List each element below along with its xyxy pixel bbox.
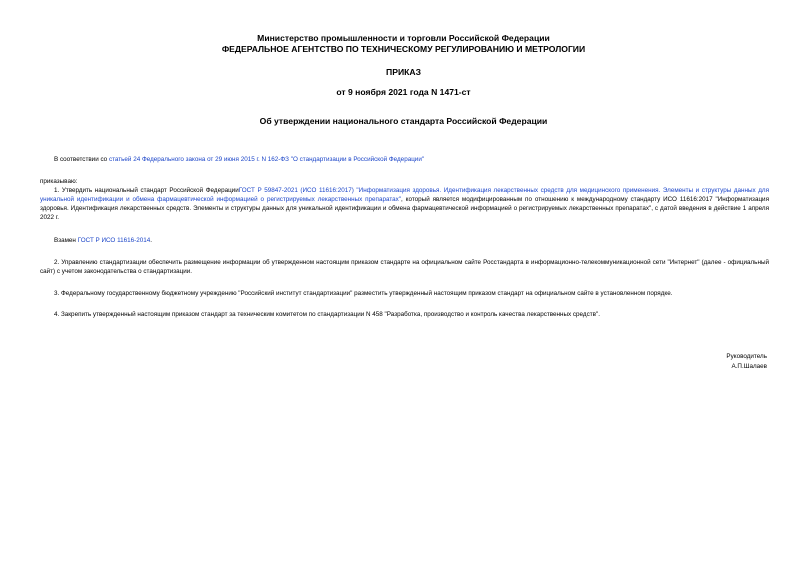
item-3-paragraph: 3. Федеральному государственному бюджетному учреждению "Российский институт стандартизации" разместить утвержденный настоящим приказом стандарт на официальном сайте в установленном порядке. xyxy=(54,290,673,297)
signature-role: Руководитель xyxy=(726,353,767,360)
order-date: от 9 ноября 2021 года N 1471-ст xyxy=(336,87,471,97)
agency-name: ФЕДЕРАЛЬНОЕ АГЕНТСТВО ПО ТЕХНИЧЕСКОМУ РЕГУЛИРОВАНИЮ И МЕТРОЛОГИИ xyxy=(221,44,586,54)
order-title: Об утверждении национального стандарта Российской Федерации xyxy=(259,116,548,126)
federal-law-link[interactable]: статьей 24 Федерального закона от 29 июня 2015 г. N 162-ФЗ "О стандартизации в Российской Федерации" xyxy=(108,156,425,163)
item-1-paragraph xyxy=(40,187,769,223)
signature-name: А.П.Шалаев xyxy=(731,363,767,370)
replace-prefix: Взамен xyxy=(54,237,78,244)
order-type: ПРИКАЗ xyxy=(386,67,421,77)
replace-suffix: . xyxy=(150,237,152,244)
basis-prefix: В соответствии со xyxy=(54,156,109,163)
gost-iso-11616-2014-link[interactable]: ГОСТ Р ИСО 11616-2014 xyxy=(77,237,151,244)
gost-59847-link[interactable]: ГОСТ Р 59847-2021 (ИСО 11616:2017) "Информатизация здоровья. Идентификация лекарственных средств для медицинского применения. Элементы и структуры данных для уникальной идентификации и обмена фармацевтической информацией о регистрируемых лекарственных препаратах" xyxy=(40,187,769,203)
ministry-name: Министерство промышленности и торговли Российской Федерации xyxy=(257,33,550,43)
item-1-prefix: 1. Утвердить национальный стандарт Российской Федерации xyxy=(54,187,239,194)
replace-paragraph xyxy=(40,237,769,246)
item-2-paragraph: 2. Управлению стандартизации обеспечить размещение информации об утвержденном настоящим приказом стандарте на официальном сайте Росстандарта в информационно-телекоммуникационной сети "Интернет" (далее - официальный сайт) с учетом законодательства о стандартизации. xyxy=(40,259,769,275)
item-4-paragraph: 4. Закрепить утвержденный настоящим приказом стандарт за техническим комитетом по стандартизации N 458 "Разработка, производство и контроль качества лекарственных средств". xyxy=(54,311,600,318)
item-1-suffix: , который является модифицированным по отношению к международному стандарту ИСО 11616:2017 "Информатизация здоровья. Идентификация лекарственных средств. Элементы и структуры данных для уникальной идентификации и обмена фармацевтической информацией о регистрируемых лекарственных препаратах", с датой введения в действие 1 апреля 2022 г. xyxy=(40,195,769,221)
order-word: приказываю: xyxy=(40,178,78,185)
basis-paragraph xyxy=(40,156,769,165)
